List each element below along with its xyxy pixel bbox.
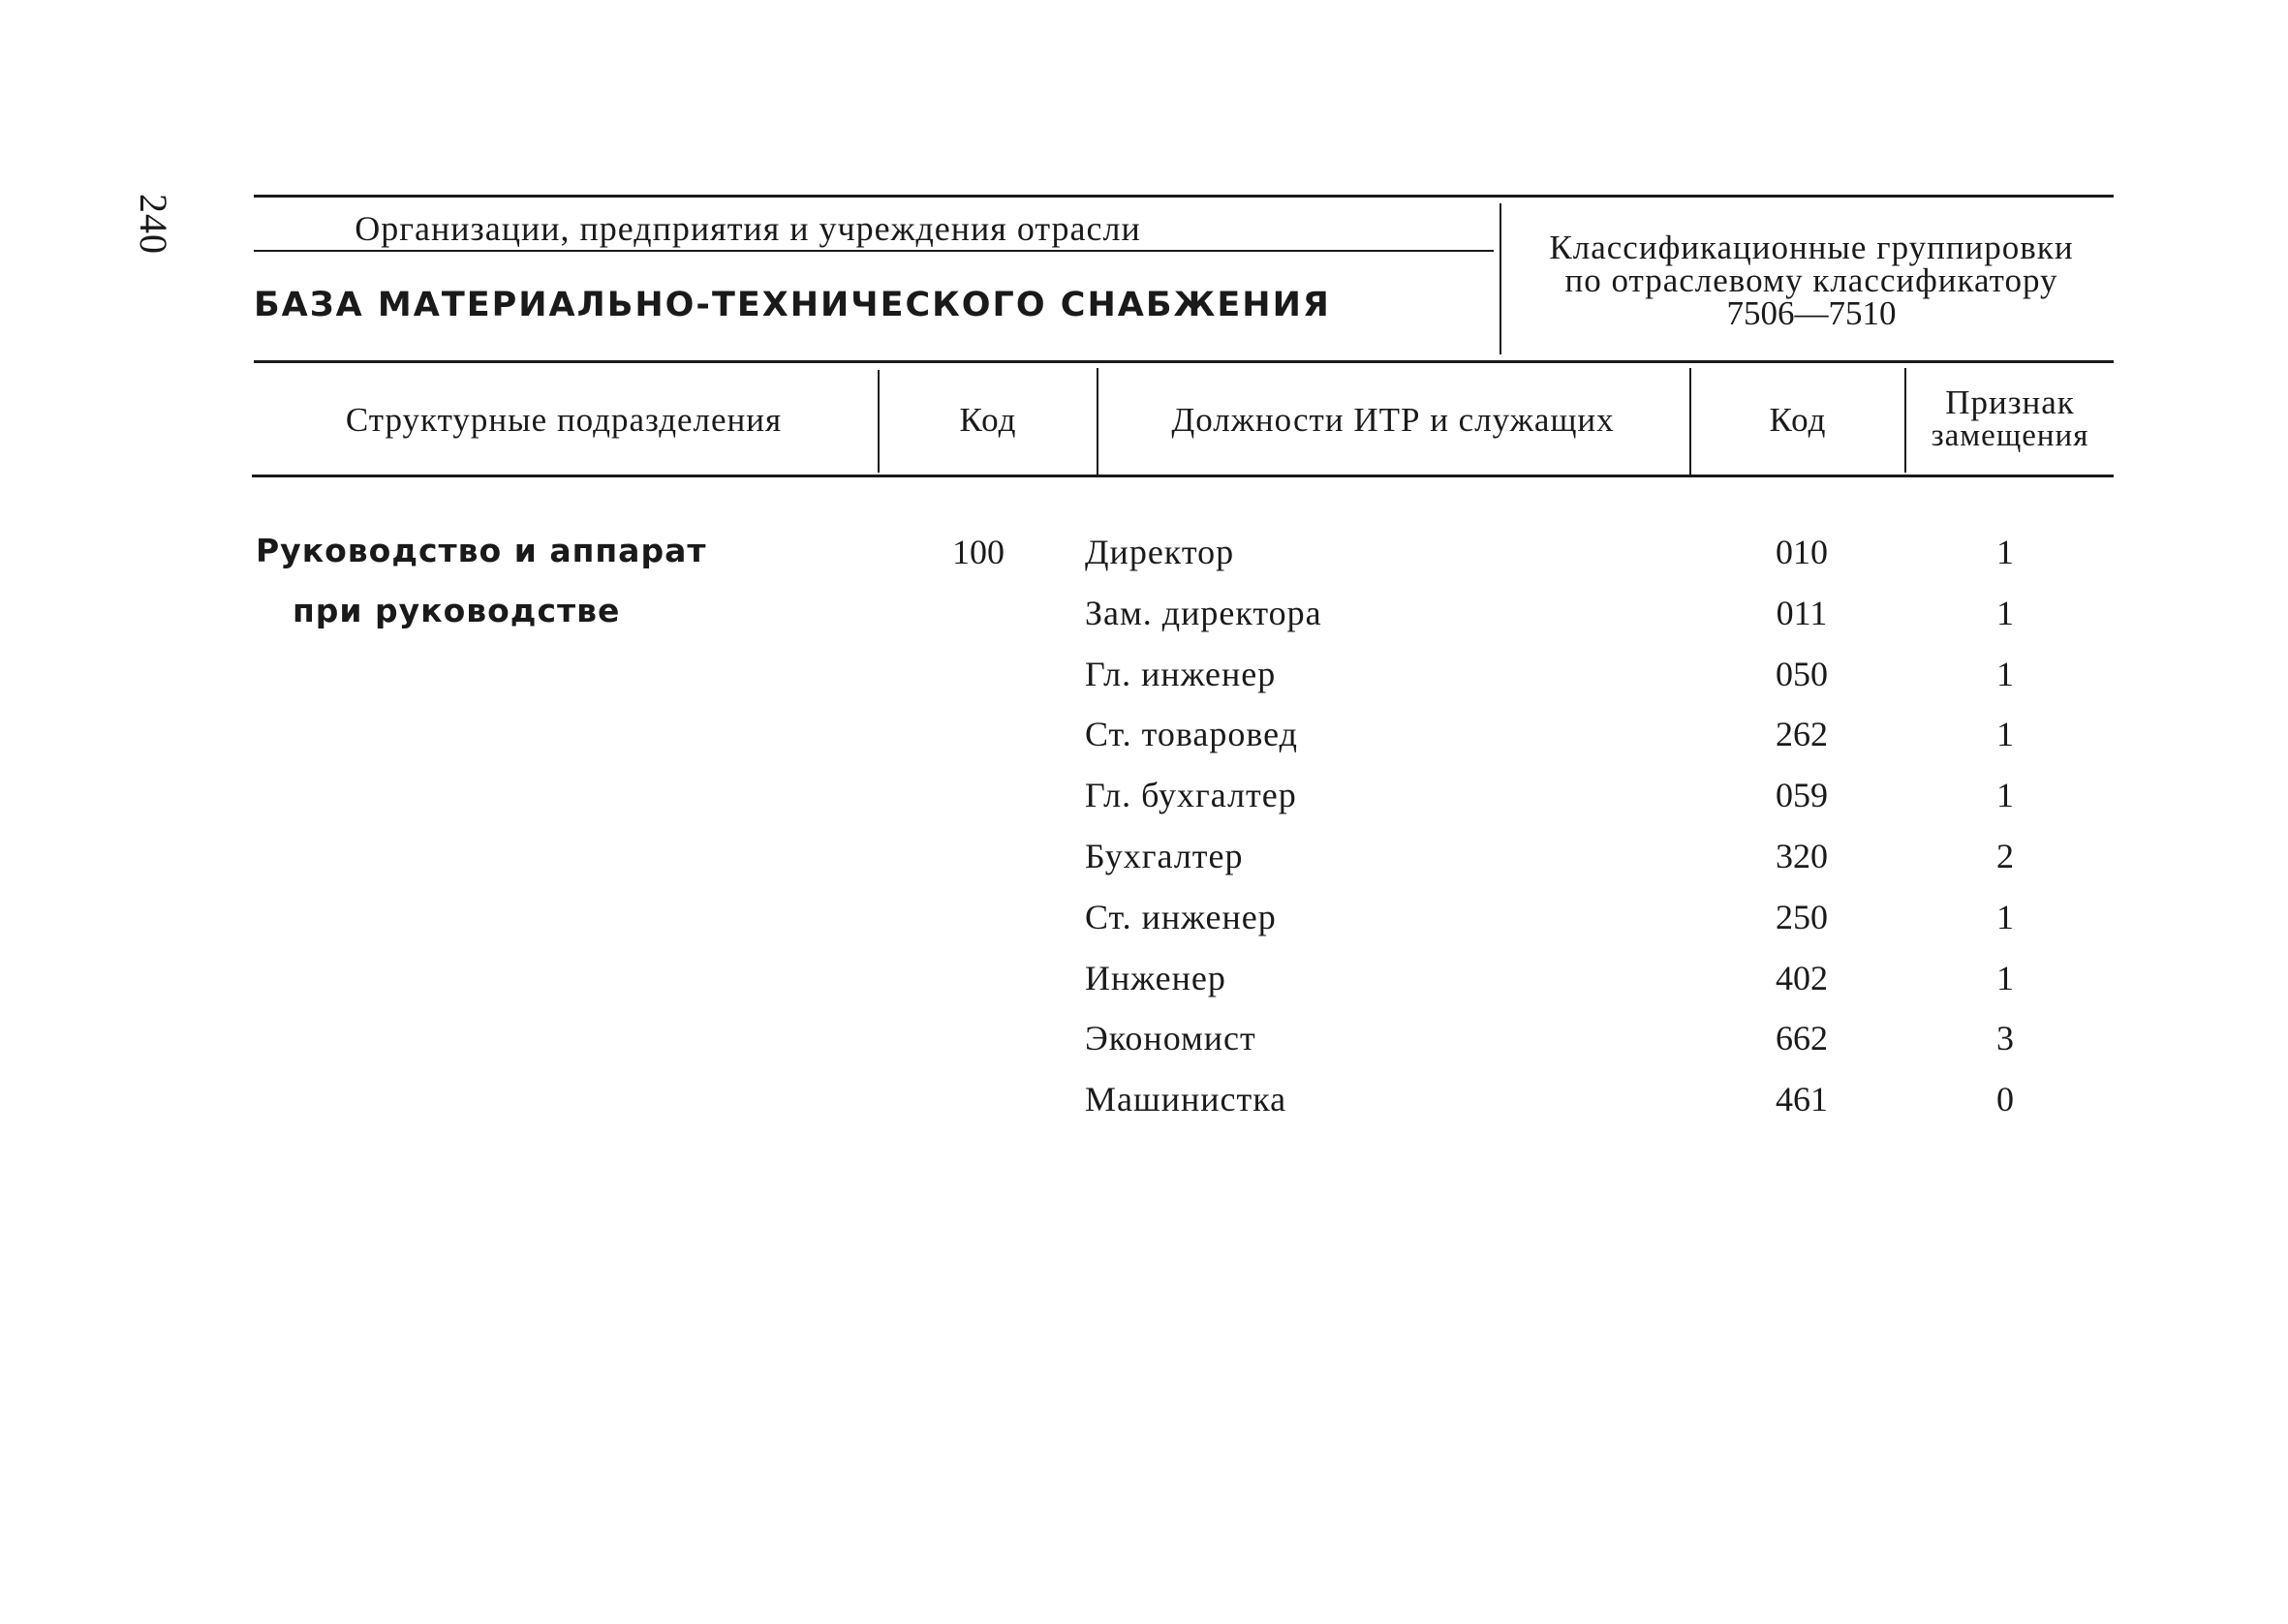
- col-header-replacement-line2: замещения: [1931, 418, 2089, 453]
- position-code: 059: [1776, 776, 1828, 814]
- page-number: 240: [132, 194, 175, 255]
- classification-line3: 7506—7510: [1726, 294, 1897, 332]
- replacement-flag: 1: [1996, 594, 2014, 632]
- position-code: 461: [1776, 1080, 1828, 1118]
- replacement-flag: 1: [1996, 959, 2014, 997]
- position-title: Зам. директора: [1085, 594, 1322, 632]
- position-code: 250: [1776, 898, 1828, 936]
- section-name-line1: Руководство и аппарат: [256, 532, 707, 569]
- classification-line2: по отраслевому классификатору: [1564, 261, 2058, 299]
- replacement-flag: 1: [1996, 533, 2014, 571]
- position-code: 320: [1776, 837, 1828, 875]
- position-title: Директор: [1085, 533, 1235, 571]
- col-header-structural-units: Структурные подразделения: [345, 401, 783, 439]
- col-divider-2: [1097, 368, 1098, 476]
- col-header-code1: Код: [959, 401, 1017, 439]
- header-top-rule: [254, 195, 2114, 198]
- col-divider-1: [878, 370, 880, 473]
- position-code: 010: [1776, 533, 1828, 571]
- col-header-code2: Код: [1769, 401, 1827, 439]
- position-code: 050: [1776, 655, 1828, 693]
- replacement-flag: 1: [1996, 776, 2014, 814]
- replacement-flag: 0: [1996, 1080, 2014, 1118]
- replacement-flag: 2: [1996, 837, 2014, 875]
- group-label-underline: [254, 250, 1494, 252]
- col-header-replacement-line1: Признак: [1945, 383, 2075, 421]
- replacement-flag: 1: [1996, 898, 2014, 936]
- position-title: Гл. инженер: [1085, 655, 1277, 693]
- section-code: 100: [952, 533, 1005, 571]
- position-title: Гл. бухгалтер: [1085, 776, 1297, 814]
- position-code: 011: [1776, 594, 1828, 632]
- org-title: БАЗА МАТЕРИАЛЬНО-ТЕХНИЧЕСКОГО СНАБЖЕНИЯ: [254, 286, 1331, 324]
- position-title: Экономист: [1085, 1019, 1256, 1057]
- position-code: 402: [1776, 959, 1828, 997]
- column-header-bottom-rule: [252, 475, 2114, 477]
- replacement-flag: 1: [1996, 715, 2014, 753]
- replacement-flag: 1: [1996, 655, 2014, 693]
- classification-line1: Классификационные группировки: [1549, 229, 2074, 266]
- header-divider: [1500, 203, 1501, 354]
- position-title: Машинистка: [1085, 1080, 1287, 1118]
- position-title: Ст. товаровед: [1085, 715, 1298, 753]
- position-title: Ст. инженер: [1085, 898, 1277, 936]
- position-code: 662: [1776, 1019, 1828, 1057]
- group-label: Организации, предприятия и учреждения отрасли: [355, 209, 1141, 248]
- col-header-positions: Должности ИТР и служащих: [1171, 401, 1615, 439]
- position-title: Инженер: [1085, 959, 1226, 997]
- col-divider-3: [1689, 368, 1691, 475]
- header-bottom-rule: [254, 360, 2114, 363]
- replacement-flag: 3: [1996, 1019, 2014, 1057]
- position-code: 262: [1776, 715, 1828, 753]
- position-title: Бухгалтер: [1085, 837, 1244, 875]
- section-name-line2: при руководстве: [293, 592, 621, 629]
